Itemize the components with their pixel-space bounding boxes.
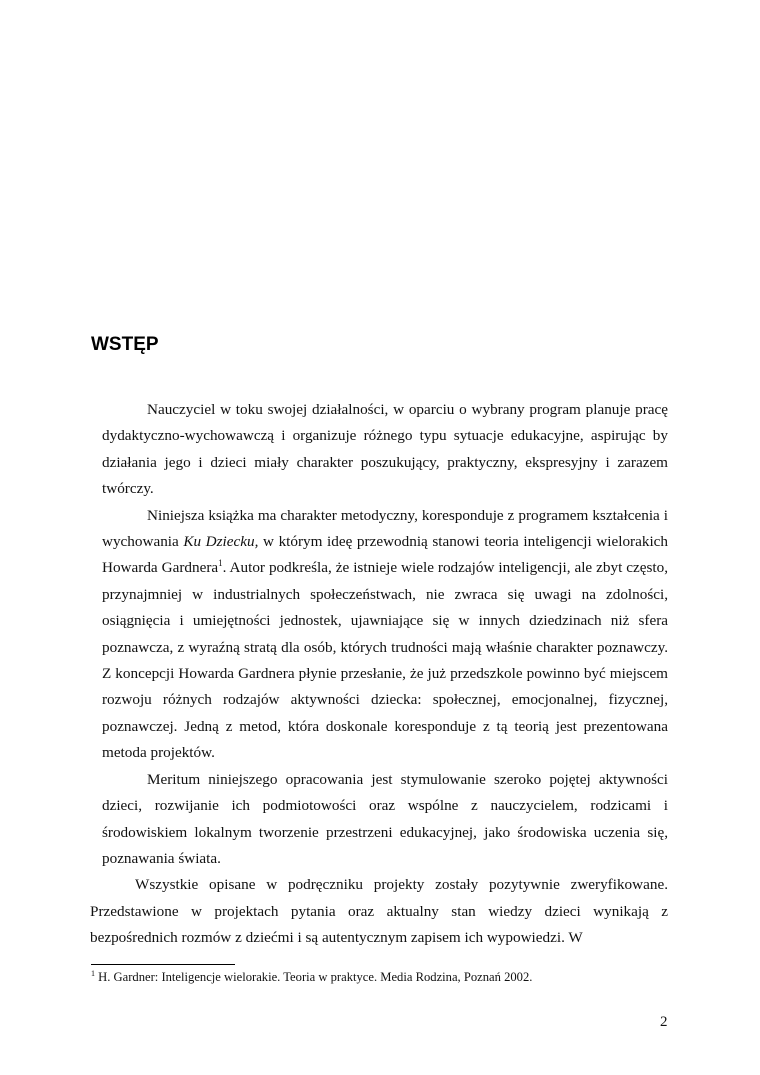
paragraph-2-part-2: w którym ideę przewodnią stanowi teoria inteligencji wielorakich Howarda Gardnera (102, 533, 668, 577)
paragraph-1: Nauczyciel w toku swojej działalności, w oparciu o wybrany program planuje pracę dydaktyczno-wychowawczą i organizuje różnego typu sytuacje edukacyjne, aspirując by działania jego i dzieci miały charakter poszukujący, praktyczny, ekspresyjny i zarazem twórczy. (102, 401, 668, 498)
paragraph-2-part-3: . Autor podkreśla, że istnieje wiele rodzajów inteligencji, ale zbyt często, przynajmniej w industrialnych społeczeństwach, nie zwraca się uwagi na zdolności, osiągnięcia i umiejętności jednostek, ujawniające się w innych dziedzinach niż sfera poznawcza, z wyraźną stratą dla osób, których trudności mają właśnie charakter poznawczy. Z koncepcji Howarda Gardnera płynie przesłanie, że już przedszkole powinno być miejscem rozwoju różnych rodzajów aktywności dziecka: społecznej, emocjonalnej, fizycznej, poznawczej. Jedną z metod, która doskonale koresponduje z tą teorią jest prezentowana metoda projektów. (102, 559, 668, 762)
section-heading: WSTĘP (91, 334, 159, 355)
footnote-separator (91, 964, 235, 965)
footnote (91, 969, 661, 985)
footnote-reference[interactable]: 1 (218, 558, 223, 569)
paragraph-2 (102, 503, 668, 767)
paragraph-3: Meritum niniejszego opracowania jest stymulowanie szeroko pojętej aktywności dzieci, rozwijanie ich podmiotowości oraz wspólne z nauczycielem, rodzicami i środowiskiem lokalnym tworzenie przestrzeni edukacyjnej, jako środowiska uczenia się, poznawania świata. (102, 770, 668, 867)
book-title: Ku Dziecku, (183, 533, 259, 551)
footnote-marker: 1 (91, 968, 95, 978)
footnote-text: H. Gardner: Inteligencje wielorakie. Teoria w praktyce. Media Rodzina, Poznań 2002. (95, 970, 533, 984)
paragraph-2-part-1: Niniejsza książka ma charakter metodyczny, koresponduje z programem kształcenia i wychowania (102, 506, 668, 551)
body-text (90, 397, 668, 952)
page-number: 2 (660, 1014, 668, 1030)
paragraph-4: Wszystkie opisane w podręczniku projekty zostały pozytywnie zweryfikowane. Przedstawione w projektach pytania oraz aktualny stan wiedzy dzieci wynikają z bezpośrednich rozmów z dziećmi i są autentycznym zapisem ich wypowiedzi. W (90, 876, 668, 947)
